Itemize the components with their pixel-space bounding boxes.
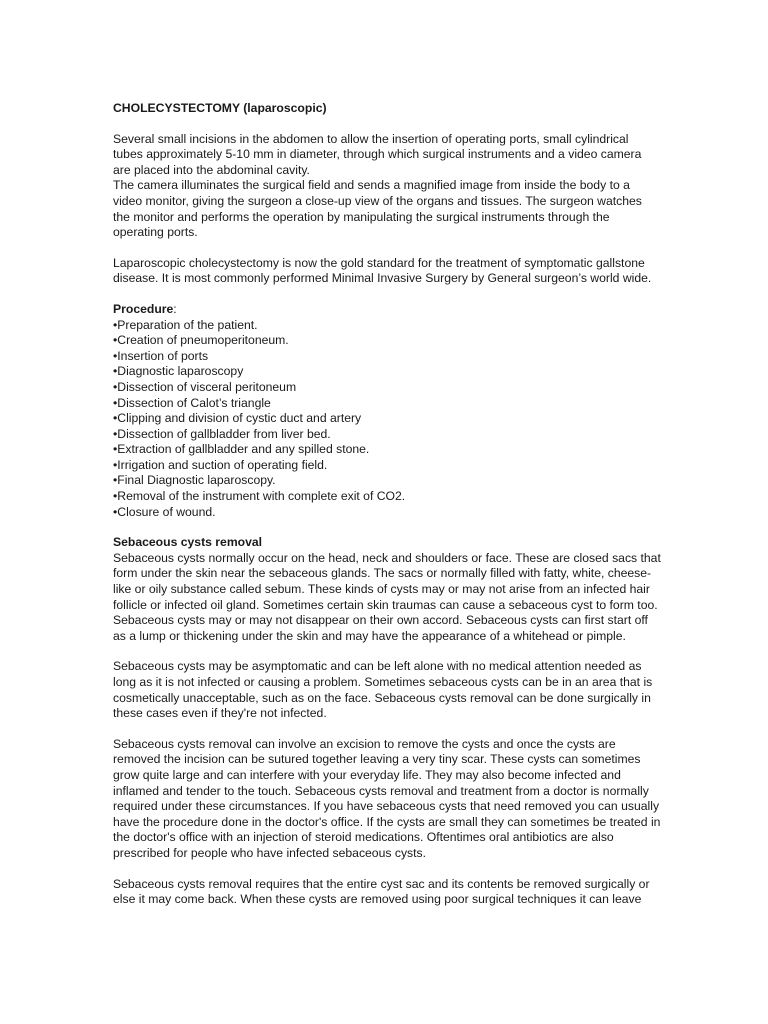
sebaceous-paragraph-2: Sebaceous cysts may be asymptomatic and can be left alone with no medical attention needed as long as it is not infected or causing a problem. Sometimes sebaceous cysts can be in an area that is cosmetically unacceptable, such as on the face. Sebaceous cysts removal can be done surgically in these cases even if they're not infected.: [113, 659, 653, 721]
procedure-step: • Dissection of visceral peritoneum: [113, 380, 661, 396]
sebaceous-paragraph-3: Sebaceous cysts removal can involve an excision to remove the cysts and once the cysts are removed the incision can be sutured together leaving a very tiny scar. These cysts can sometimes grow quite large and can interfere with your everyday life. They may also become infected and inflamed and tender to the touch. Sebaceous cysts removal and treatment from a doctor is normally required under these circumstances. If you have sebaceous cysts that need removed you can usually have the procedure done in the doctor's office. If the cysts are small they can sometimes be treated in the doctor's office with an injection of steroid medications. Oftentimes oral antibiotics are also prescribed for people who have infected sebaceous cysts.: [113, 736, 661, 860]
procedure-step: • Dissection of Calot’s triangle: [113, 396, 661, 412]
sebaceous-paragraph-4: Sebaceous cysts removal requires that the entire cyst sac and its contents be removed surgically or else it may come back. When these cysts are removed using poor surgical techniques it can leave: [113, 876, 650, 907]
gold-standard-paragraph: Laparoscopic cholecystectomy is now the gold standard for the treatment of symptomatic gallstone disease. It is most commonly performed Minimal Invasive Surgery by General surgeon’s world wide.: [113, 255, 652, 286]
sebaceous-heading: Sebaceous cysts removal: [113, 535, 263, 550]
document-title: CHOLECYSTECTOMY (laparoscopic): [113, 101, 327, 115]
procedure-heading-line: [113, 302, 661, 318]
procedure-step: • Clipping and division of cystic duct and artery: [113, 411, 661, 427]
procedure-heading-colon: :: [173, 301, 177, 316]
procedure-step: • Creation of pneumoperitoneum.: [113, 333, 661, 349]
procedure-step: • Final Diagnostic laparoscopy.: [113, 473, 661, 489]
sebaceous-paragraph-1: Sebaceous cysts normally occur on the head, neck and shoulders or face. These are closed sacs that form under the skin near the sebaceous glands. The sacs or normally filled with fatty, white, cheese-like or oily substance called sebum. These kinds of cysts may or may not arise from an infected hair follicle or infected oil gland. Sometimes certain skin traumas can cause a sebaceous cyst to form too. Sebaceous cysts may or may not disappear on their own accord. Sebaceous cysts can first start off as a lump or thickening under the skin and may have the appearance of a whitehead or pimple.: [113, 550, 661, 643]
procedure-step: • Closure of wound.: [113, 505, 661, 521]
procedure-step: • Preparation of the patient.: [113, 318, 661, 334]
procedure-step: • Dissection of gallbladder from liver bed.: [113, 427, 661, 443]
intro-paragraph-1: Several small incisions in the abdomen to allow the insertion of operating ports, small cylindrical tubes approximately 5-10 mm in diameter, through which surgical instruments and a video camera are placed into the abdominal cavity.: [113, 131, 642, 177]
procedure-list: [113, 318, 661, 521]
procedure-heading: Procedure: [113, 301, 174, 316]
procedure-step: • Removal of the instrument with complete exit of CO2.: [113, 489, 661, 505]
intro-paragraph-2: The camera illuminates the surgical field and sends a magnified image from inside the body to a video monitor, giving the surgeon a close-up view of the organs and tissues. The surgeon watches the monitor and performs the operation by manipulating the surgical instruments through the operating ports.: [113, 178, 642, 240]
procedure-step: • Diagnostic laparoscopy: [113, 364, 661, 380]
procedure-step: • Insertion of ports: [113, 349, 661, 365]
procedure-step: • Extraction of gallbladder and any spilled stone.: [113, 442, 661, 458]
document-content: [113, 101, 661, 908]
procedure-step: • Irrigation and suction of operating field.: [113, 458, 661, 474]
